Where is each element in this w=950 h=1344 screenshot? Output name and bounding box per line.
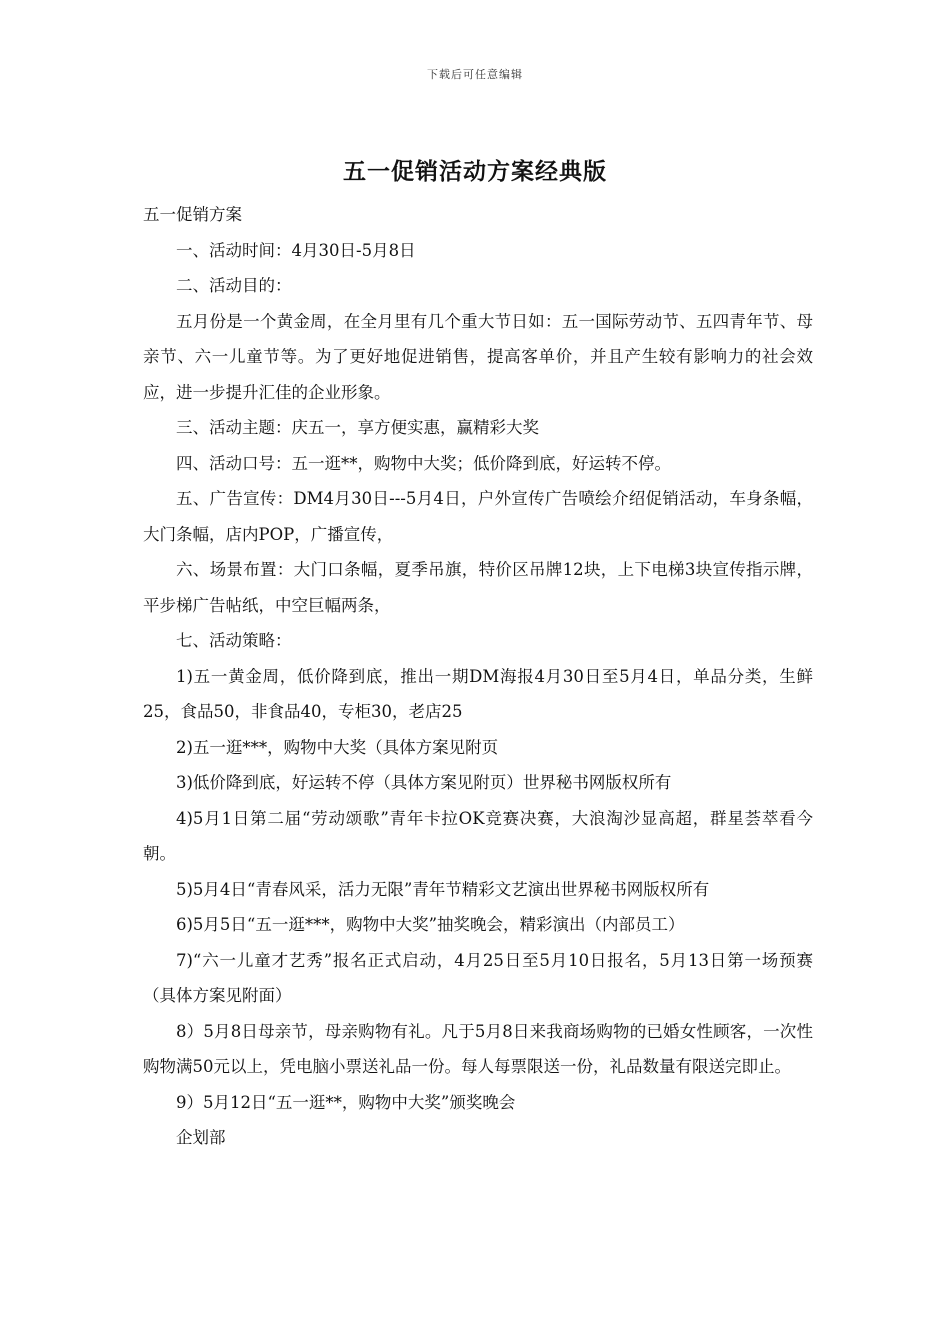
paragraph: 五月份是一个黄金周，在全月里有几个重大节日如：五一国际劳动节、五四青年节、母亲节、六一儿童节等。为了更好地促进销售，提高客单价，并且产生较有影响力的社会效应，进一步提升汇佳的企业形象。 bbox=[143, 311, 813, 402]
paragraph: 七、活动策略： bbox=[176, 631, 292, 650]
paragraph: 2)五一逛***，购物中大奖（具体方案见附页 bbox=[176, 737, 499, 757]
paragraph: 5)5月4日“青春风采，活力无限”青年节精彩文艺演出世界秘书网版权所有 bbox=[176, 879, 710, 899]
paragraph: 一、活动时间：4月30日-5月8日 bbox=[176, 240, 416, 260]
paragraph: 4)5月1日第二届“劳动颂歌”青年卡拉OK竞赛决赛，大浪淘沙显高超，群星荟萃看今朝。 bbox=[143, 808, 813, 863]
paragraph: 五一促销方案 bbox=[143, 205, 242, 224]
paragraph: 四、活动口号：五一逛**，购物中大奖；低价降到底，好运转不停。 bbox=[176, 453, 671, 473]
paragraph: 三、活动主题：庆五一，享方便实惠，赢精彩大奖 bbox=[176, 418, 539, 437]
paragraph: 8）5月8日母亲节，母亲购物有礼。凡于5月8日来我商场购物的已婚女性顾客，一次性购物满50元以上，凭电脑小票送礼品一份。每人每票限送一份，礼品数量有限送完即止。 bbox=[143, 1021, 813, 1076]
paragraph: 9）5月12日“五一逛**，购物中大奖”颁奖晚会 bbox=[176, 1092, 516, 1112]
paragraph: 二、活动目的： bbox=[176, 276, 292, 295]
paragraph: 1)五一黄金周，低价降到底，推出一期DM海报4月30日至5月4日，单品分类，生鲜25，食品50，非食品40，专柜30，老店25 bbox=[143, 666, 813, 721]
paragraph: 7)“六一儿童才艺秀”报名正式启动，4月25日至5月10日报名，5月13日第一场预赛（具体方案见附面） bbox=[143, 950, 813, 1005]
document-title: 五一促销活动方案经典版 bbox=[343, 158, 607, 185]
signature-department: 企划部 bbox=[176, 1128, 226, 1147]
document-body bbox=[143, 197, 813, 1156]
paragraph: 五、广告宣传：DM4月30日---5月4日，户外宣传广告喷绘介绍促销活动，车身条幅，大门条幅，店内POP，广播宣传， bbox=[143, 489, 813, 544]
paragraph: 6)5月5日“五一逛***，购物中大奖”抽奖晚会，精彩演出（内部员工） bbox=[176, 915, 685, 934]
paragraph: 六、场景布置：大门口条幅，夏季吊旗，特价区吊牌12块，上下电梯3块宣传指示牌，平步梯广告帖纸，中空巨幅两条， bbox=[143, 560, 813, 615]
header-note: 下载后可任意编辑 bbox=[427, 68, 523, 81]
paragraph: 3)低价降到底，好运转不停（具体方案见附页）世界秘书网版权所有 bbox=[176, 773, 672, 792]
